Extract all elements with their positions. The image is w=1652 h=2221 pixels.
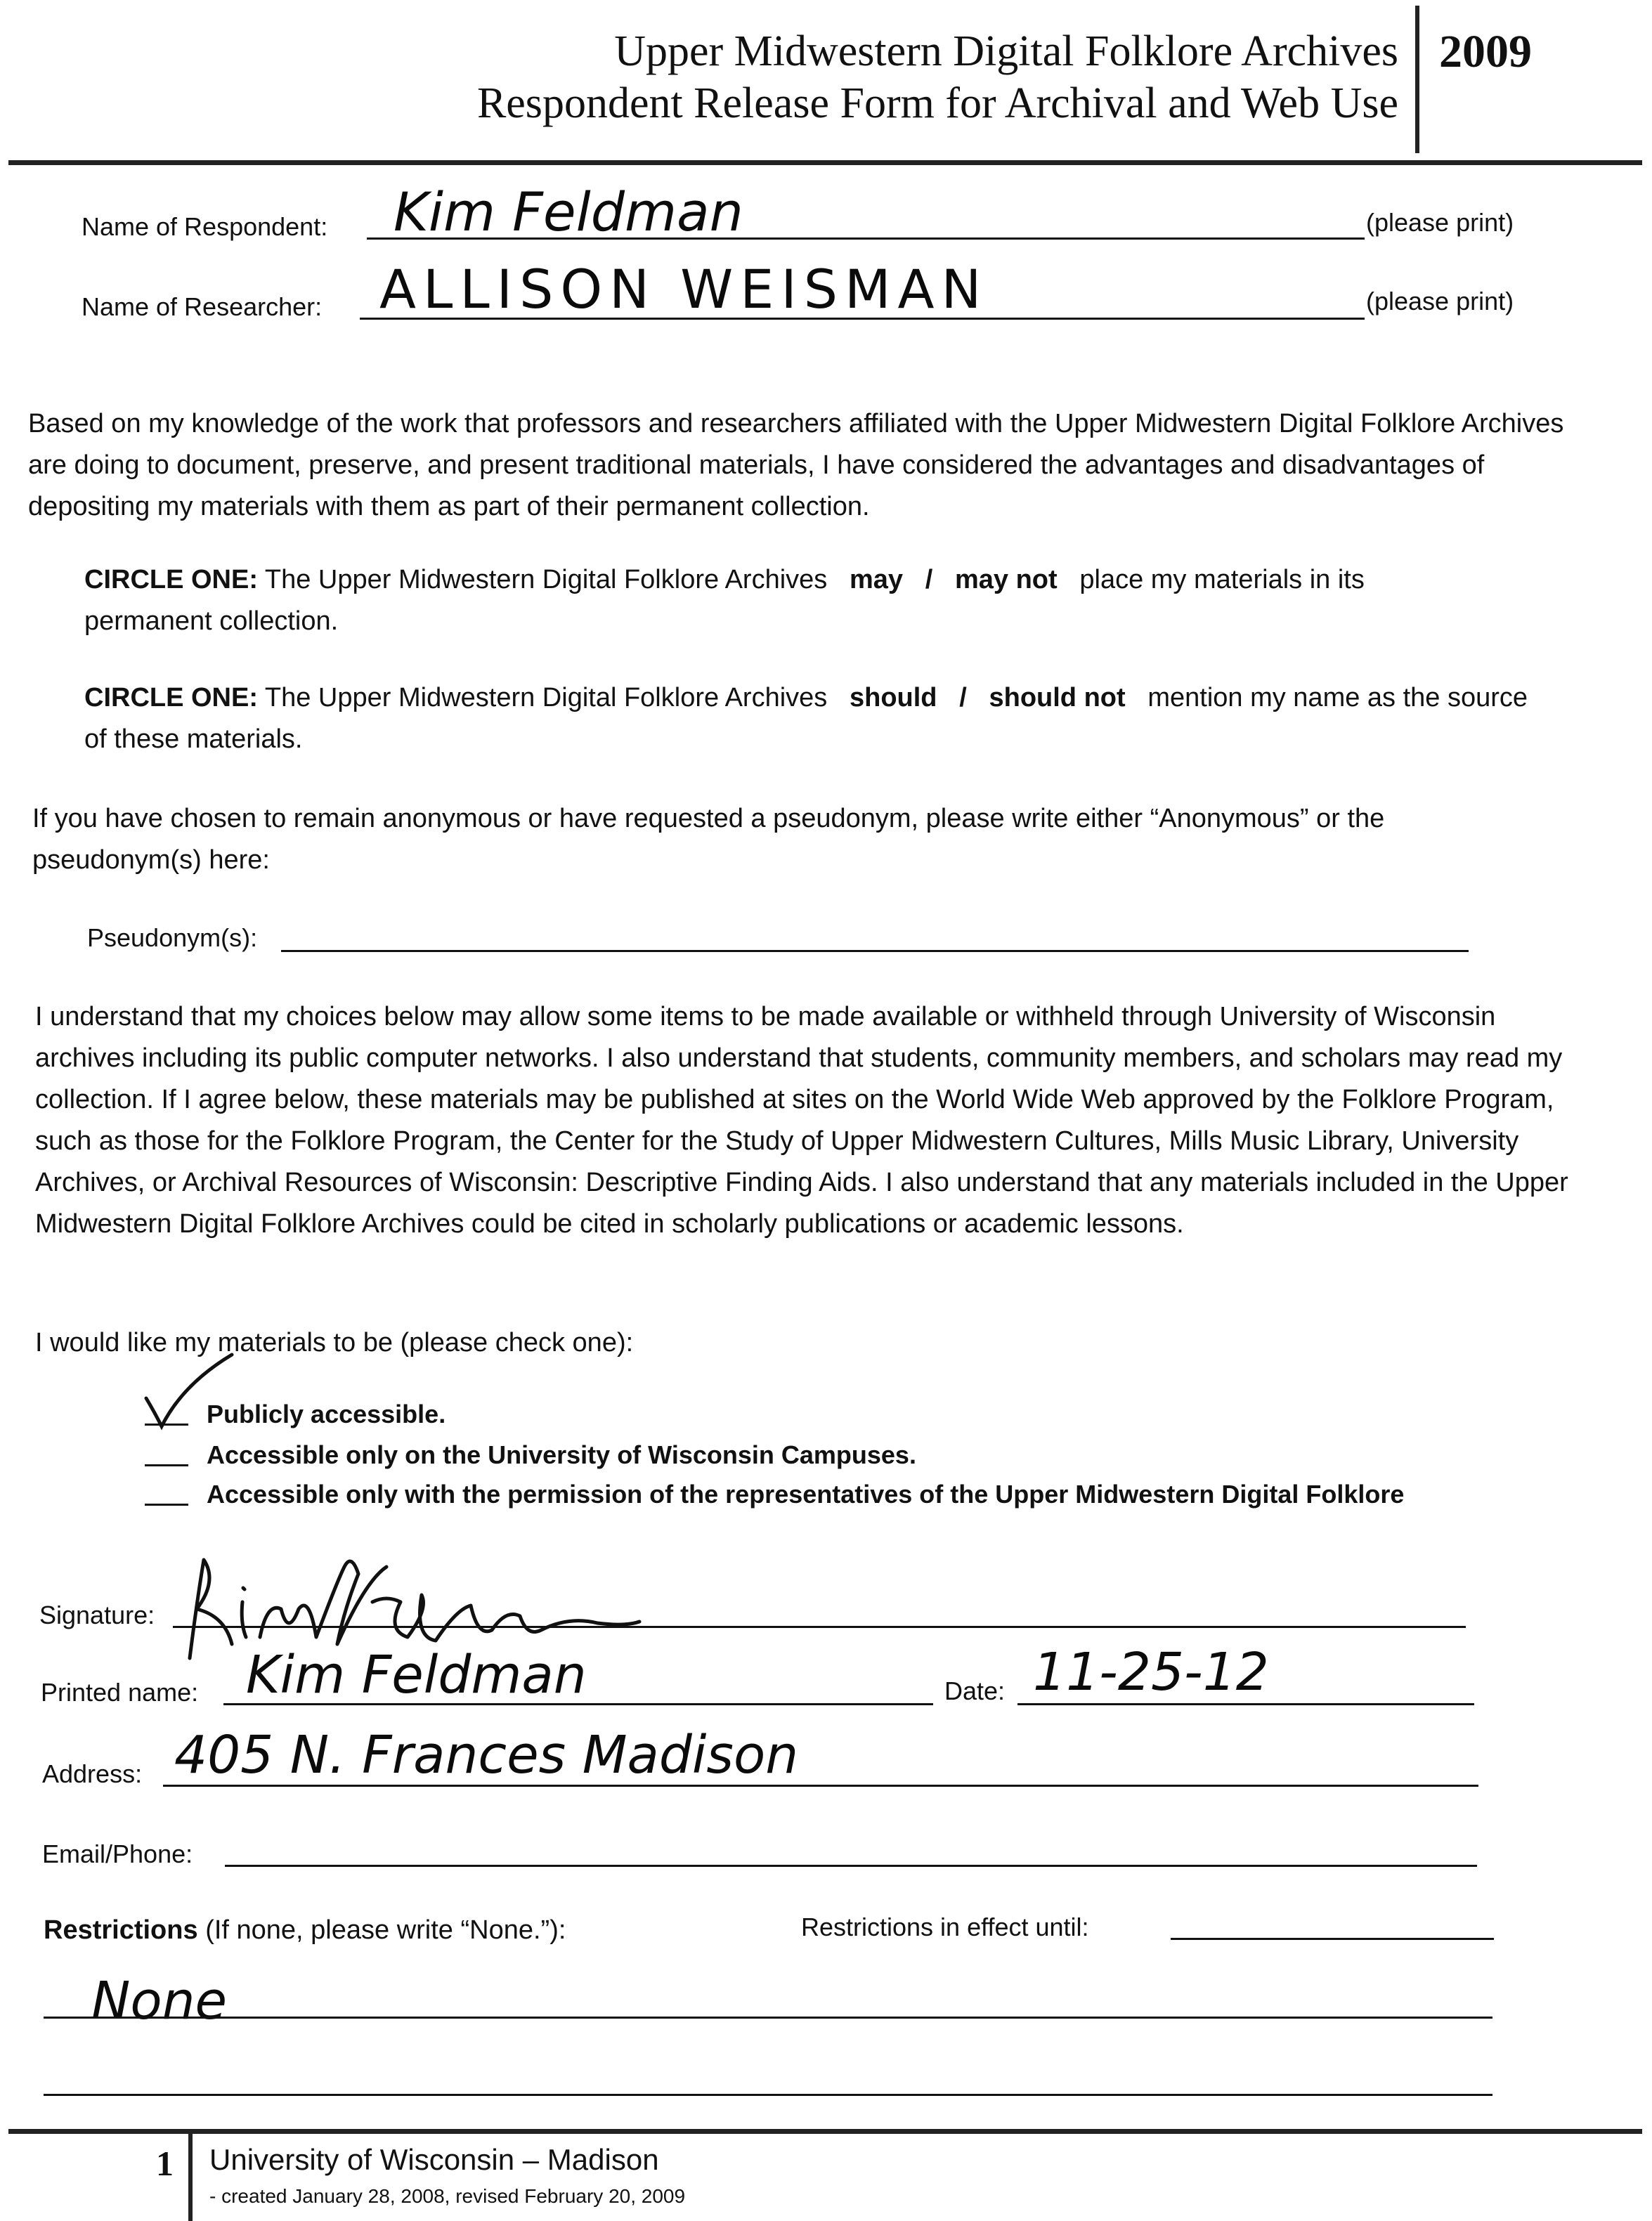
access-option-label: Publicly accessible. (207, 1400, 446, 1428)
researcher-handwritten: ALLISON WEISMAN (379, 258, 989, 320)
date-line[interactable] (1017, 1703, 1474, 1705)
checkmark-icon (141, 1349, 239, 1433)
printed-name-handwritten: Kim Feldman (246, 1645, 587, 1705)
header-vertical-divider (1415, 6, 1419, 153)
circle-one-placement (84, 559, 1490, 642)
circle-post: place my materials in its permanent collection. (84, 565, 1365, 636)
restrictions-label-bold: Restrictions (44, 1915, 198, 1945)
access-option-label: Accessible only with the permission of the representatives of the Upper Midwestern Digital Folklore (207, 1480, 1405, 1509)
option-should-not[interactable]: should not (989, 683, 1126, 712)
option-should[interactable]: should (849, 683, 937, 712)
option-separator: / (959, 683, 967, 712)
researcher-label: Name of Researcher: (82, 292, 323, 321)
email-phone-line[interactable] (225, 1865, 1477, 1867)
circle-label: CIRCLE ONE: (84, 683, 258, 712)
footer-vertical-divider (188, 2129, 193, 2221)
restrictions-until-label: Restrictions in effect until: (801, 1913, 1089, 1941)
access-prompt: I would like my materials to be (please check one): (35, 1328, 634, 1357)
anonymous-paragraph: If you have chosen to remain anonymous or have requested a pseudonym, please write either “Anonymous” or the pseudonym(s) here: (32, 804, 1385, 875)
restrictions-label (44, 1915, 566, 1946)
date-label: Date: (944, 1676, 1006, 1705)
printed-name-label: Printed name: (41, 1678, 199, 1707)
checkbox-blank[interactable] (145, 1504, 188, 1506)
footer-rule (8, 2129, 1642, 2134)
researcher-print-note: (please print) (1366, 287, 1514, 315)
title-line-2: Respondent Release Form for Archival and Web Use (476, 79, 1398, 127)
restrictions-until-line[interactable] (1171, 1938, 1494, 1940)
restrictions-label-rest: (If none, please write “None.”): (205, 1915, 566, 1945)
understand-paragraph: I understand that my choices below may allow some items to be made available or withheld through University of Wisconsin archives including its public computer networks. I also understand that students, community members, and scholars may read my collection. If I agree below, these materials may be published at sites on the World Wide Web approved by the Folklore Program, such as those for the Folklore Program, the Center for the Study of Upper Midwestern Cultures, Mills Music Library, University Archives, or Archival Resources of Wisconsin: Descriptive Finding Aids. I also understand that any materials included in the Upper Midwestern Digital Folklore Archives could be cited in scholarly publications or academic lessons. (35, 1002, 1568, 1239)
respondent-print-note: (please print) (1366, 208, 1514, 237)
footer-created: - created January 28, 2008, revised February 20, 2009 (209, 2185, 686, 2207)
circle-pre: The Upper Midwestern Digital Folklore Archives (264, 683, 828, 712)
header-rule (8, 160, 1642, 165)
footer-university: University of Wisconsin – Madison (209, 2143, 659, 2176)
form-year: 2009 (1439, 26, 1532, 77)
form-title (232, 25, 1398, 129)
date-handwritten: 11-25-12 (1033, 1642, 1269, 1702)
option-may-not[interactable]: may not (954, 565, 1058, 594)
option-may[interactable]: may (849, 565, 904, 594)
circle-post: mention my name as the source of these materials. (84, 683, 1528, 754)
restrictions-handwritten: None (91, 1971, 228, 2031)
restrictions-line-1[interactable] (44, 2017, 1492, 2019)
respondent-label: Name of Respondent: (82, 212, 328, 241)
page-number: 1 (156, 2144, 174, 2183)
address-handwritten: 405 N. Frances Madison (174, 1725, 799, 1785)
checkbox-blank[interactable] (145, 1464, 188, 1466)
address-label: Address: (42, 1759, 143, 1788)
title-line-1: Upper Midwestern Digital Folklore Archives (614, 27, 1398, 75)
signature-label: Signature: (39, 1601, 155, 1629)
intro-paragraph: Based on my knowledge of the work that professors and researchers affiliated with the Upper Midwestern Digital Folklore Archives are doing to document, preserve, and present traditional materials, I have considered the advantages and disadvantages of depositing my materials with them as part of their permanent collection. (28, 409, 1564, 521)
circle-label: CIRCLE ONE: (84, 565, 258, 594)
pseudonym-line[interactable] (281, 950, 1469, 952)
respondent-handwritten: Kim Feldman (394, 181, 743, 243)
email-phone-label: Email/Phone: (42, 1839, 193, 1868)
circle-one-naming (84, 677, 1553, 760)
access-option-label: Accessible only on the University of Wisconsin Campuses. (207, 1440, 916, 1469)
circle-pre: The Upper Midwestern Digital Folklore Archives (264, 565, 828, 594)
restrictions-line-2[interactable] (44, 2094, 1492, 2096)
option-separator: / (925, 565, 933, 594)
pseudonym-label: Pseudonym(s): (87, 923, 258, 952)
